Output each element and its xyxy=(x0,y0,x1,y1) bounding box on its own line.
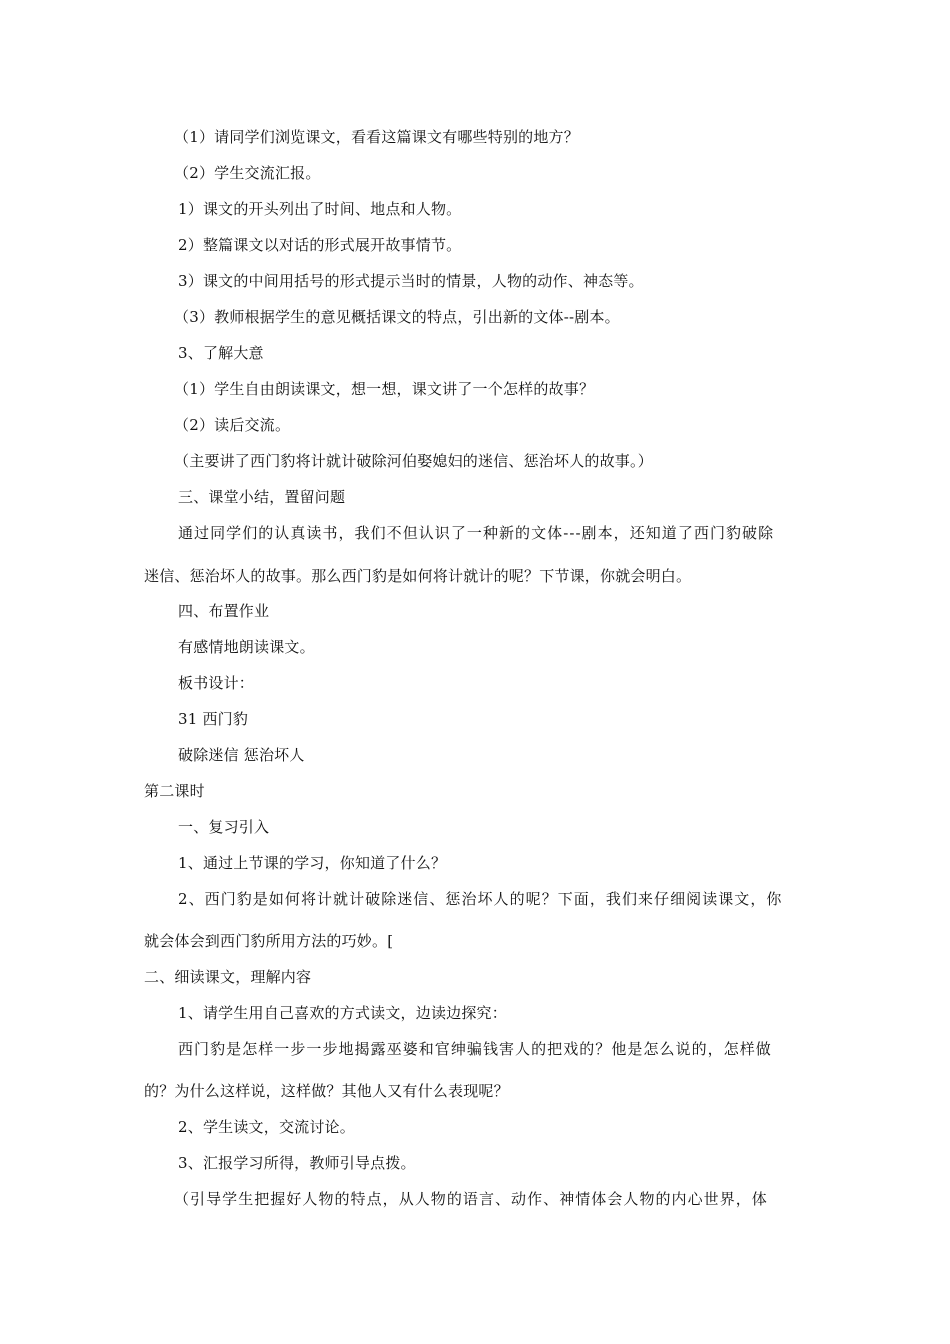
text-line-12: 通过同学们的认真读书，我们不但认识了一种新的文体---剧本，还知道了西门豹破除 xyxy=(178,524,775,542)
text-line-27: 的？为什么这样说，这样做？其他人又有什么表现呢？ xyxy=(144,1082,509,1100)
text-line-4: 2）整篇课文以对话的形式展开故事情节。 xyxy=(178,236,462,254)
text-line-3: 1）课文的开头列出了时间、地点和人物。 xyxy=(178,200,462,218)
text-line-8: （1）学生自由朗读课文，想一想，课文讲了一个怎样的故事？ xyxy=(174,380,595,398)
text-line-18: 破除迷信 惩治坏人 xyxy=(178,746,305,764)
section-heading-summary: 三、课堂小结，置留问题 xyxy=(178,488,346,506)
text-line-15: 有感情地朗读课文。 xyxy=(178,638,315,656)
text-line-10: （主要讲了西门豹将计就计破除河伯娶媳妇的迷信、惩治坏人的故事。） xyxy=(174,452,653,470)
text-line-25: 1、请学生用自己喜欢的方式读文，边读边探究： xyxy=(178,1004,507,1022)
text-line-26: 西门豹是怎样一步一步地揭露巫婆和官绅骗钱害人的把戏的？他是怎么说的，怎样做 xyxy=(178,1040,772,1058)
text-line-17: 31 西门豹 xyxy=(178,710,249,728)
text-line-22: 2、西门豹是如何将计就计破除迷信、惩治坏人的呢？下面，我们来仔细阅读课文，你 xyxy=(178,890,783,908)
text-line-23: 就会体会到西门豹所用方法的巧妙。[ xyxy=(144,932,394,950)
text-line-9: （2）读后交流。 xyxy=(174,416,291,434)
text-line-6: （3）教师根据学生的意见概括课文的特点，引出新的文体--剧本。 xyxy=(174,308,620,326)
text-line-16: 板书设计： xyxy=(178,674,255,692)
section-heading-homework: 四、布置作业 xyxy=(178,602,270,620)
text-line-13: 迷信、惩治坏人的故事。那么西门豹是如何将计就计的呢？下节课，你就会明白。 xyxy=(144,567,692,585)
text-line-29: 3、汇报学习所得，教师引导点拨。 xyxy=(178,1154,416,1172)
text-line-28: 2、学生读文，交流讨论。 xyxy=(178,1118,355,1136)
lesson-heading-second: 第二课时 xyxy=(144,782,205,800)
section-heading-review: 一、复习引入 xyxy=(178,818,270,836)
text-line-5: 3）课文的中间用括号的形式提示当时的情景，人物的动作、神态等。 xyxy=(178,272,644,290)
section-heading-reading: 二、细读课文，理解内容 xyxy=(144,968,312,986)
text-line-30: （引导学生把握好人物的特点，从人物的语言、动作、神情体会人物的内心世界，体 xyxy=(174,1190,768,1208)
section-heading-3: 3、了解大意 xyxy=(178,344,264,362)
text-line-21: 1、通过上节课的学习，你知道了什么？ xyxy=(178,854,447,872)
text-line-2: （2）学生交流汇报。 xyxy=(174,164,321,182)
text-line-1: （1）请同学们浏览课文，看看这篇课文有哪些特别的地方？ xyxy=(174,128,579,146)
